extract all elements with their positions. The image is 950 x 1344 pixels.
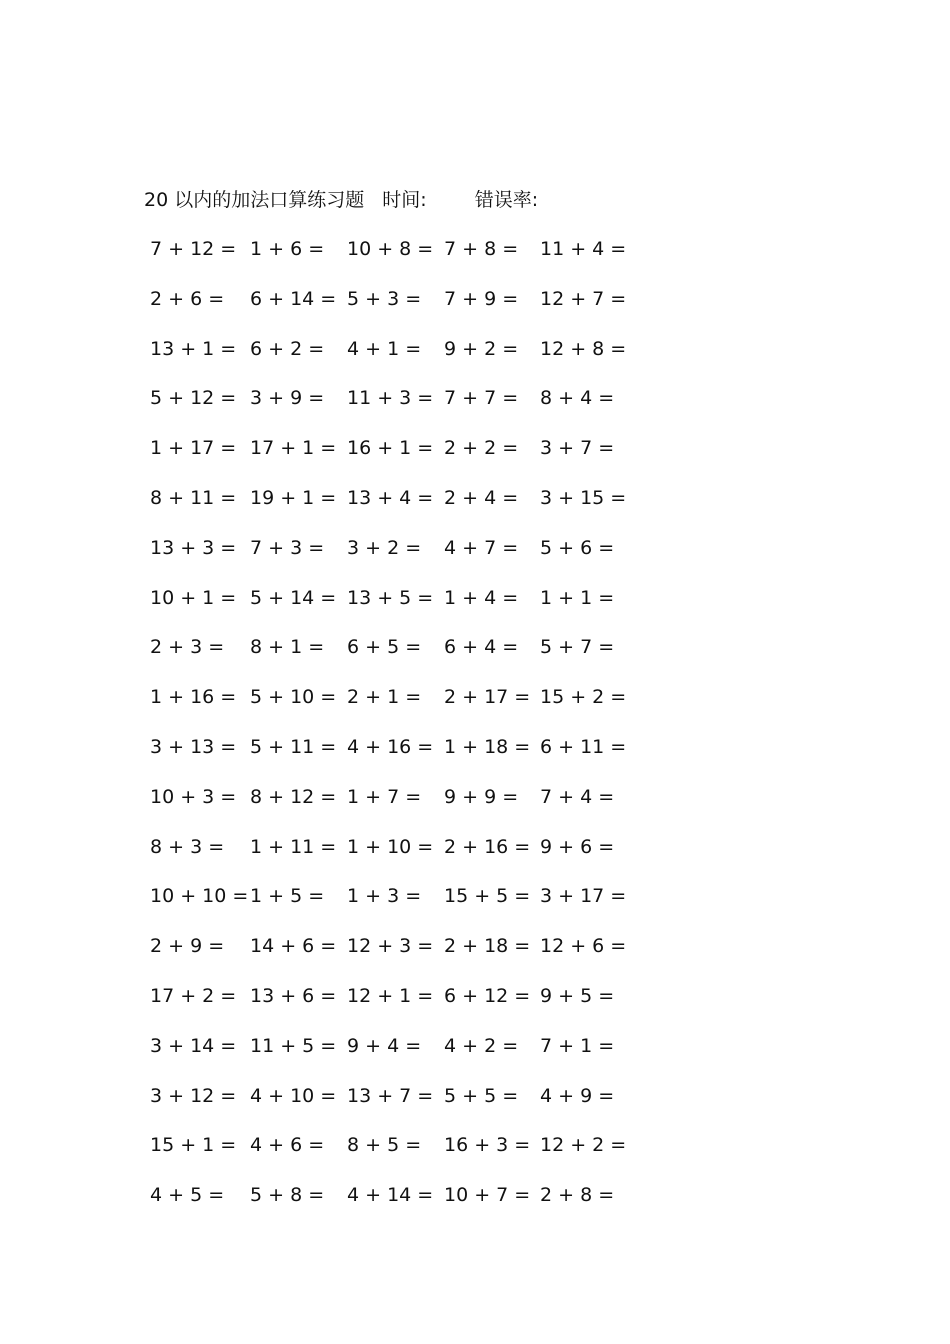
problem-item: 4 + 2 = — [444, 1034, 519, 1057]
problem-row — [0, 383, 950, 413]
problem-item: 13 + 5 = — [347, 586, 434, 609]
problem-item: 8 + 4 = — [540, 387, 615, 410]
problem-item: 2 + 8 = — [540, 1184, 615, 1207]
problem-item: 12 + 2 = — [540, 1134, 627, 1157]
problem-item: 13 + 3 = — [150, 536, 237, 559]
problem-item: 16 + 3 = — [444, 1134, 531, 1157]
problem-item: 10 + 1 = — [150, 586, 237, 609]
problem-item: 5 + 7 = — [540, 636, 615, 659]
problem-row — [0, 1081, 950, 1111]
problem-row — [0, 981, 950, 1011]
problem-item: 8 + 5 = — [347, 1134, 422, 1157]
problem-item: 1 + 18 = — [444, 736, 531, 758]
problem-item: 2 + 16 = — [444, 835, 531, 858]
problem-item: 7 + 8 = — [444, 238, 519, 260]
problem-item: 2 + 17 = — [444, 686, 531, 709]
problem-item: 2 + 4 = — [444, 487, 519, 509]
problem-item: 14 + 6 = — [250, 935, 337, 958]
problem-item: 1 + 4 = — [444, 586, 519, 609]
problem-item: 3 + 12 = — [150, 1084, 237, 1107]
problem-item: 7 + 7 = — [444, 387, 519, 410]
problem-item: 11 + 4 = — [540, 238, 627, 260]
problem-item: 15 + 2 = — [540, 686, 627, 709]
problem-item: 19 + 1 = — [250, 487, 337, 509]
problem-item: 13 + 6 = — [250, 985, 337, 1007]
problem-item: 17 + 2 = — [150, 985, 237, 1007]
problem-item: 3 + 9 = — [250, 387, 325, 410]
problem-item: 5 + 3 = — [347, 287, 422, 310]
problem-item: 7 + 9 = — [444, 287, 519, 310]
problem-item: 10 + 3 = — [150, 785, 237, 808]
problem-item: 9 + 6 = — [540, 835, 615, 858]
problem-row — [0, 1180, 950, 1210]
problem-row — [0, 632, 950, 662]
problem-row — [0, 1031, 950, 1061]
problem-item: 12 + 8 = — [540, 337, 627, 360]
problem-item: 5 + 10 = — [250, 686, 337, 709]
problem-item: 9 + 4 = — [347, 1034, 422, 1057]
problem-item: 7 + 3 = — [250, 536, 325, 559]
problem-item: 13 + 7 = — [347, 1084, 434, 1107]
time-label: 时间: — [382, 189, 427, 211]
problem-item: 15 + 1 = — [150, 1134, 237, 1157]
problem-item: 1 + 10 = — [347, 835, 434, 858]
problem-item: 6 + 14 = — [250, 287, 337, 310]
problem-item: 4 + 9 = — [540, 1084, 615, 1107]
problem-item: 12 + 6 = — [540, 935, 627, 958]
problem-item: 9 + 9 = — [444, 785, 519, 808]
problem-item: 5 + 12 = — [150, 387, 237, 410]
problem-item: 8 + 3 = — [150, 835, 225, 858]
problem-item: 5 + 6 = — [540, 536, 615, 559]
problem-item: 2 + 18 = — [444, 935, 531, 958]
worksheet-header — [144, 186, 538, 214]
problem-item: 1 + 3 = — [347, 885, 422, 908]
error-rate-label: 错误率: — [474, 189, 539, 211]
problem-item: 7 + 4 = — [540, 785, 615, 808]
problem-row — [0, 931, 950, 961]
problem-item: 12 + 1 = — [347, 985, 434, 1007]
problem-item: 13 + 1 = — [150, 337, 237, 360]
problem-item: 10 + 8 = — [347, 238, 434, 260]
problem-row — [0, 1130, 950, 1160]
problem-item: 4 + 7 = — [444, 536, 519, 559]
problem-row — [0, 682, 950, 712]
problem-item: 2 + 9 = — [150, 935, 225, 958]
problem-item: 3 + 17 = — [540, 885, 627, 908]
problem-item: 2 + 2 = — [444, 437, 519, 460]
problem-item: 13 + 4 = — [347, 487, 434, 509]
problem-row — [0, 284, 950, 314]
problem-item: 3 + 7 = — [540, 437, 615, 460]
problem-item: 1 + 6 = — [250, 238, 325, 260]
problem-item: 1 + 1 = — [540, 586, 615, 609]
problem-item: 16 + 1 = — [347, 437, 434, 460]
worksheet-title: 20 以内的加法口算练习题 — [144, 189, 365, 211]
problem-item: 1 + 11 = — [250, 835, 337, 858]
problem-item: 5 + 8 = — [250, 1184, 325, 1207]
problem-item: 7 + 12 = — [150, 238, 237, 260]
problem-row — [0, 483, 950, 513]
problem-item: 12 + 3 = — [347, 935, 434, 958]
problem-item: 11 + 5 = — [250, 1034, 337, 1057]
problem-item: 7 + 1 = — [540, 1034, 615, 1057]
problem-item: 8 + 11 = — [150, 487, 237, 509]
problem-item: 15 + 5 = — [444, 885, 531, 908]
problem-row — [0, 583, 950, 613]
problem-item: 6 + 4 = — [444, 636, 519, 659]
problem-row — [0, 881, 950, 911]
problem-row — [0, 832, 950, 862]
problem-item: 5 + 14 = — [250, 586, 337, 609]
problem-item: 4 + 6 = — [250, 1134, 325, 1157]
problem-item: 17 + 1 = — [250, 437, 337, 460]
problem-row — [0, 334, 950, 364]
problem-item: 9 + 5 = — [540, 985, 615, 1007]
problem-item: 4 + 1 = — [347, 337, 422, 360]
problem-item: 3 + 2 = — [347, 536, 422, 559]
problem-item: 6 + 12 = — [444, 985, 531, 1007]
problem-item: 5 + 11 = — [250, 736, 337, 758]
problem-item: 6 + 5 = — [347, 636, 422, 659]
problem-item: 2 + 3 = — [150, 636, 225, 659]
problem-row — [0, 433, 950, 463]
problem-item: 2 + 6 = — [150, 287, 225, 310]
problem-row — [0, 533, 950, 563]
problem-item: 11 + 3 = — [347, 387, 434, 410]
problem-item: 4 + 10 = — [250, 1084, 337, 1107]
problem-row — [0, 234, 950, 264]
problem-item: 2 + 1 = — [347, 686, 422, 709]
problem-row — [0, 732, 950, 762]
problem-row — [0, 782, 950, 812]
problem-item: 4 + 5 = — [150, 1184, 225, 1207]
problem-item: 6 + 11 = — [540, 736, 627, 758]
problem-item: 1 + 5 = — [250, 885, 325, 908]
problem-item: 9 + 2 = — [444, 337, 519, 360]
problem-item: 4 + 16 = — [347, 736, 434, 758]
problem-item: 1 + 17 = — [150, 437, 237, 460]
problem-item: 3 + 14 = — [150, 1034, 237, 1057]
problem-item: 8 + 1 = — [250, 636, 325, 659]
problem-item: 6 + 2 = — [250, 337, 325, 360]
problem-item: 1 + 16 = — [150, 686, 237, 709]
problem-item: 4 + 14 = — [347, 1184, 434, 1207]
problem-item: 10 + 7 = — [444, 1184, 531, 1207]
problem-item: 3 + 15 = — [540, 487, 627, 509]
problem-item: 3 + 13 = — [150, 736, 237, 758]
problem-item: 12 + 7 = — [540, 287, 627, 310]
problem-item: 1 + 7 = — [347, 785, 422, 808]
problem-item: 10 + 10 = — [150, 885, 249, 908]
problem-item: 8 + 12 = — [250, 785, 337, 808]
problem-item: 5 + 5 = — [444, 1084, 519, 1107]
